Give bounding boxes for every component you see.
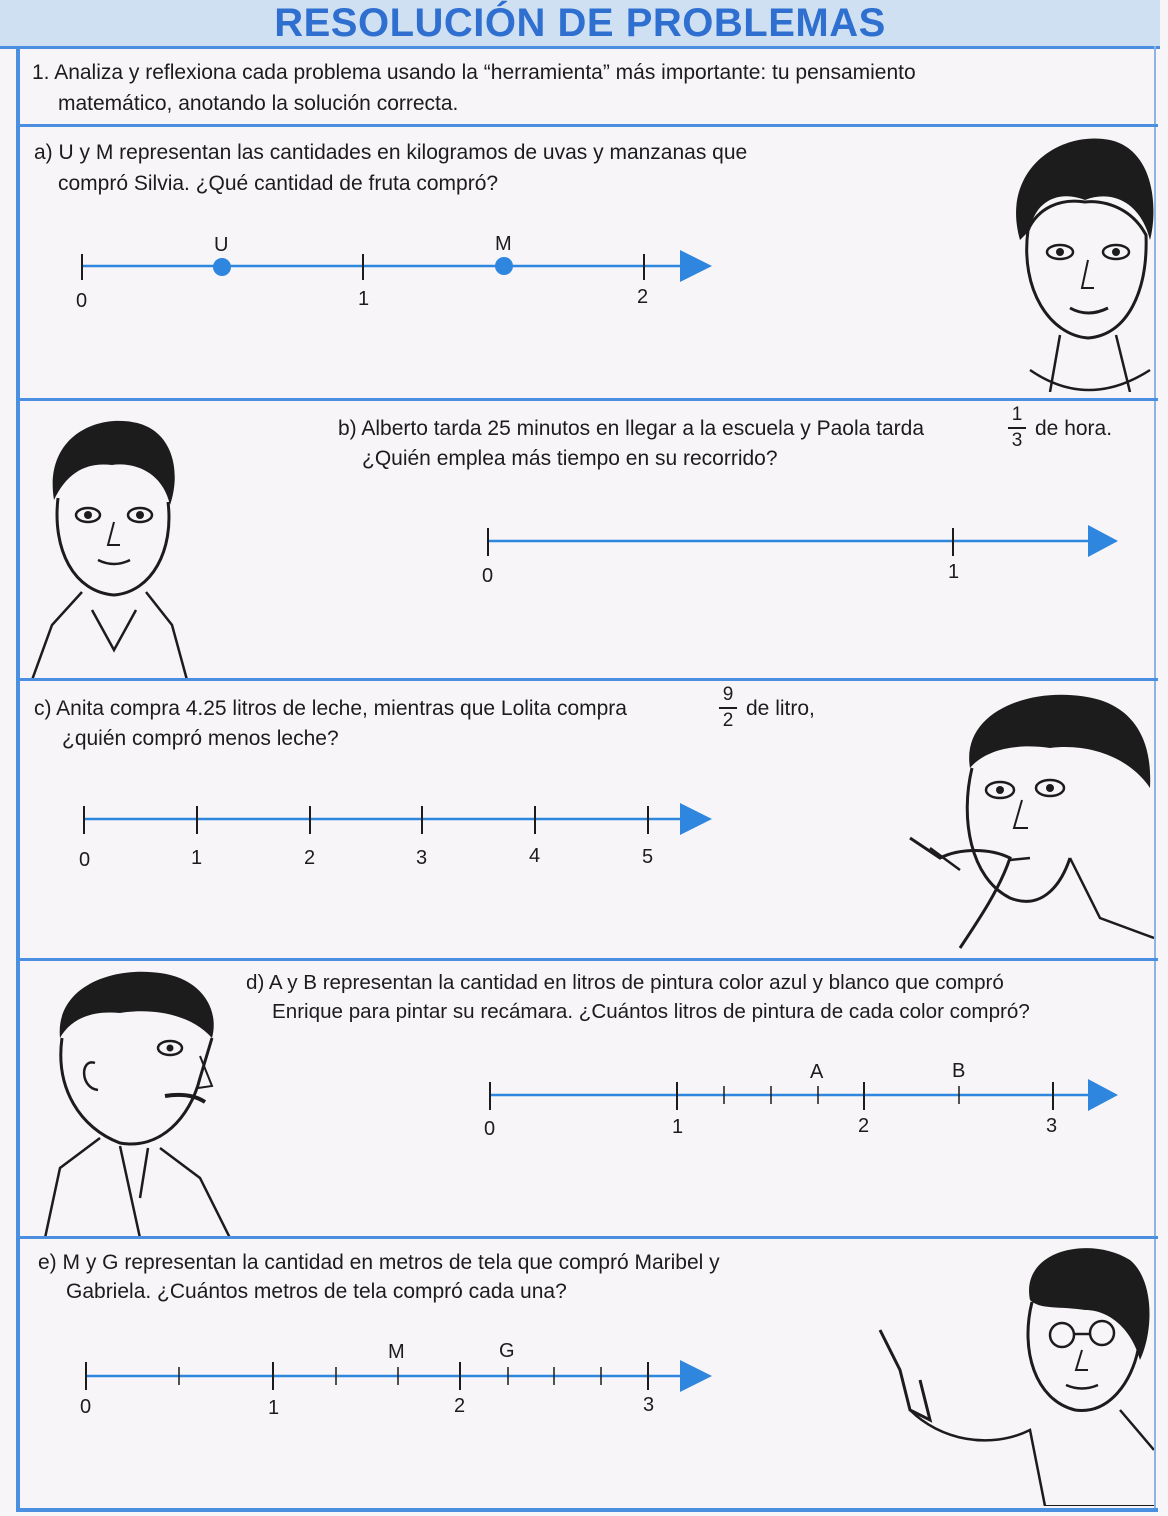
instruction-line-1: 1. Analiza y reflexiona cada problema usando la “herramienta” más importante: tu pensamiento: [32, 61, 916, 84]
tick-label: 0: [79, 849, 91, 871]
problem-e-line-2: Gabriela. ¿Cuántos metros de tela compró cada una?: [66, 1280, 567, 1303]
tick-label: 4: [529, 845, 541, 867]
point-label: A: [810, 1061, 824, 1083]
problem-c-line-1-end: de litro,: [746, 697, 815, 720]
tick-label: 1: [191, 847, 203, 869]
problem-b-line-1-end: de hora.: [1035, 417, 1113, 440]
problem-c-line-1: c) Anita compra 4.25 litros de leche, mientras que Lolita compra: [34, 697, 627, 720]
tick-label: 1: [948, 561, 960, 583]
point-label: M: [388, 1341, 405, 1363]
point-label: G: [499, 1340, 515, 1362]
tick-label: 2: [858, 1115, 870, 1137]
frame-bottom-border: [16, 1508, 1158, 1512]
tick-label: 0: [484, 1118, 496, 1140]
point-label: U: [214, 234, 229, 256]
tick-label: 2: [637, 286, 649, 308]
tick-label: 0: [76, 290, 88, 312]
fraction-denominator: 3: [1011, 430, 1023, 451]
tick-label: 1: [672, 1116, 684, 1138]
tick-label: 2: [454, 1395, 466, 1417]
fraction-numerator: 1: [1011, 404, 1023, 425]
tick-label: 3: [416, 847, 428, 869]
problem-a-line-1: a) U y M representan las cantidades en kilogramos de uvas y manzanas que: [34, 141, 748, 164]
fraction-numerator: 9: [722, 684, 734, 705]
fraction-denominator: 2: [722, 710, 734, 731]
tick-label: 3: [643, 1394, 655, 1416]
tick-label: 3: [1046, 1115, 1058, 1137]
problem-e-line-1: e) M y G representan la cantidad en metros de tela que compró Maribel y: [38, 1251, 720, 1274]
point-label: B: [952, 1060, 966, 1082]
tick-label: 2: [304, 847, 316, 869]
tick-label: 0: [80, 1396, 92, 1418]
axis-arrow: [680, 1360, 712, 1392]
tick-label: 5: [642, 846, 654, 868]
problem-b-line-1: b) Alberto tarda 25 minutos en llegar a la escuela y Paola tarda: [338, 417, 925, 440]
page-title: RESOLUCIÓN DE PROBLEMAS: [0, 0, 1160, 49]
tick-label: 1: [268, 1397, 280, 1419]
problem-c-line-2: ¿quién compró menos leche?: [62, 727, 339, 750]
tick-label: 1: [358, 288, 370, 310]
woman-pointing-icon: [870, 1240, 1154, 1506]
instruction-line-2: matemático, anotando la solución correcta.: [58, 92, 459, 115]
problem-d-line-1: d) A y B representan la cantidad en litros de pintura color azul y blanco que compró: [246, 971, 1004, 994]
tick-label: 0: [482, 565, 494, 587]
point-label: M: [495, 233, 512, 255]
problem-a-line-2: compró Silvia. ¿Qué cantidad de fruta compró?: [58, 172, 499, 195]
problem-d-line-2: Enrique para pintar su recámara. ¿Cuántos litros de pintura de cada color compró?: [272, 1000, 1030, 1023]
problem-b-line-2: ¿Quién emplea más tiempo en su recorrido?: [362, 447, 778, 470]
